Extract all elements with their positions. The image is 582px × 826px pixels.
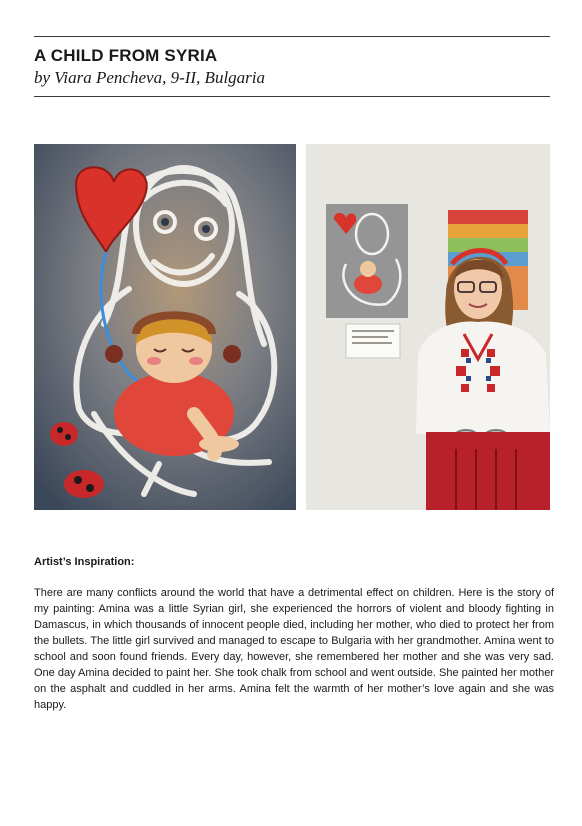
painting-image (34, 144, 296, 510)
inspiration-paragraph: There are many conflicts around the world that have a detrimental effect on children. Here is the story of my painting: Amina was a little Syrian girl, she experienced the horrors of violent and bloody fighting in Damascus, in which thousands of innocent people died, including her mother, who died to protect her from the bullets. The little girl survived and managed to escape to Bulgaria with her grandmother. Amina went to school and soon found friends. Every day, however, she remembered her mother and she was very sad. One day Amina decided to paint her. She took chalk from school and went outside. She painted her mother on the asphalt and cuddled in her arms. Amina felt the warmth of her mother’s love again and she was happy. (34, 587, 554, 711)
inspiration-heading: Artist’s Inspiration: (34, 556, 135, 568)
top-rule (34, 36, 550, 37)
page-title: A CHILD FROM SYRIA (34, 46, 218, 65)
bottom-rule (34, 96, 550, 97)
artist-photo-image (306, 144, 550, 510)
author-byline: by Viara Pencheva, 9-II, Bulgaria (34, 68, 266, 87)
